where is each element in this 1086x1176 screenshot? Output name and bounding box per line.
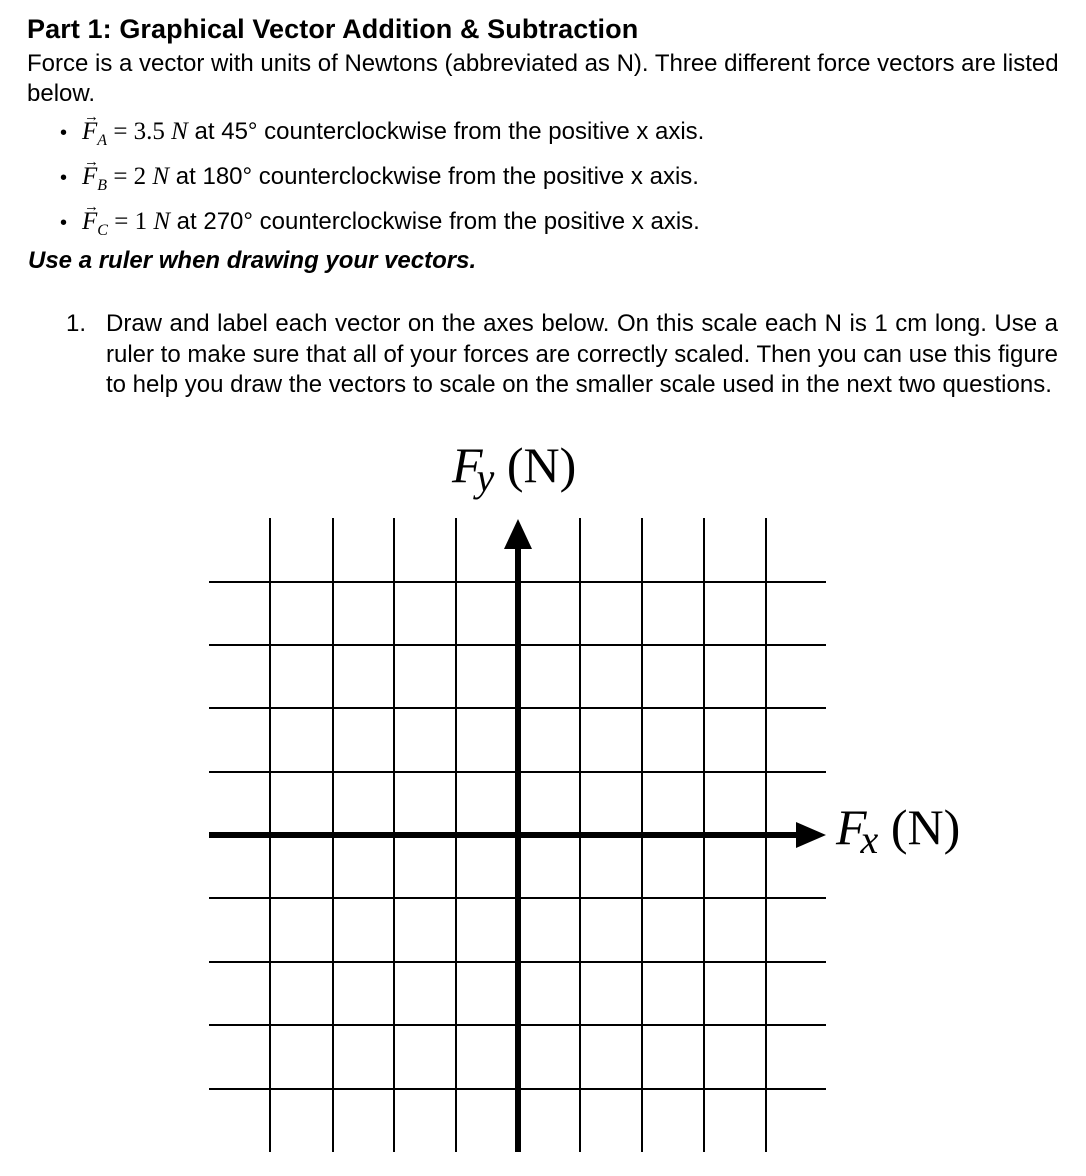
x-axis-arrow-icon	[796, 822, 826, 848]
intro-paragraph: Force is a vector with units of Newtons (abbreviated as N). Three different force vectors are listed below.	[27, 50, 1059, 107]
vector-description: at 45° counterclockwise from the positive x axis.	[194, 118, 705, 145]
bullet-icon: •	[60, 122, 68, 144]
vector-symbol: → $F_C = 1$ N	[82, 204, 170, 249]
bullet-icon: •	[60, 212, 68, 234]
vector-description: at 270° counterclockwise from the positive x axis.	[176, 208, 700, 235]
y-axis-label: $F_y$ (N)	[452, 437, 577, 500]
y-axis-arrow-icon	[504, 519, 532, 549]
vector-symbol: → $F_A = 3.5$ N	[82, 114, 188, 159]
bullet-icon: •	[60, 167, 68, 189]
question-text: Draw and label each vector on the axes below. On this scale each N is 1 cm long. Use a ruler to make sure that all of your forces are correctly scaled. Then you can use this figure to help you draw the vectors to scale on the smaller scale used in the next two questions.	[106, 310, 1059, 398]
question-number: 1.	[66, 310, 87, 337]
vector-symbol: → $F_B = 2$ N	[82, 159, 169, 204]
x-axis-label: $F_x$ (N)	[836, 799, 961, 862]
ruler-instruction: Use a ruler when drawing your vectors.	[28, 247, 477, 274]
page-title: Part 1: Graphical Vector Addition & Subtraction	[27, 14, 639, 44]
vector-description: at 180° counterclockwise from the positive x axis.	[175, 163, 699, 190]
axes	[209, 519, 826, 1152]
